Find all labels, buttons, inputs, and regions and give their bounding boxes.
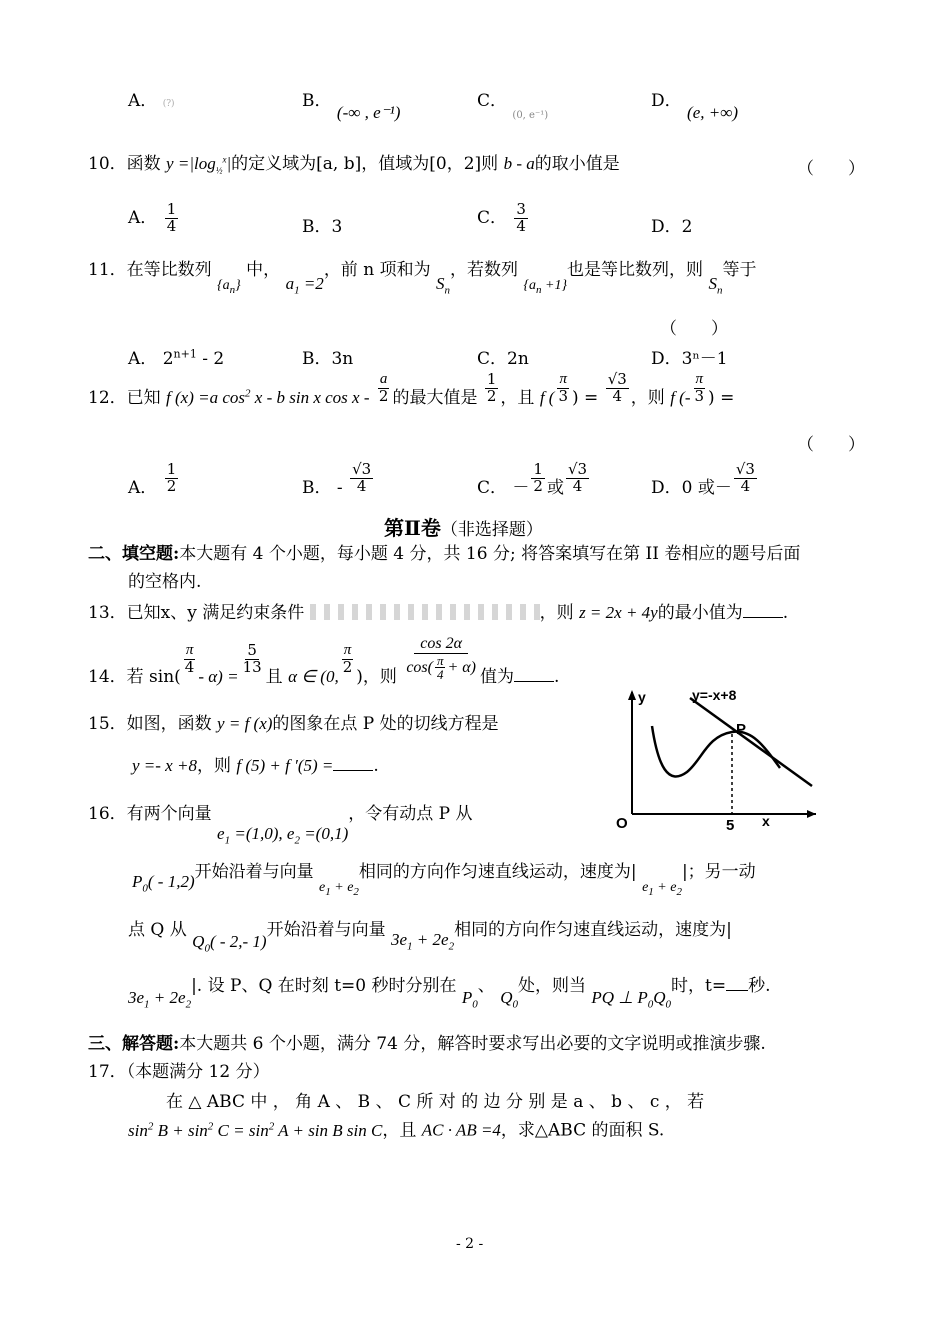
q9-option-c-label: C． bbox=[477, 91, 508, 111]
q12-option-c-or: 或 bbox=[546, 477, 564, 498]
q16-line4 bbox=[128, 976, 771, 1011]
function-curve bbox=[652, 726, 780, 776]
section2-title bbox=[384, 516, 543, 540]
q11-option-b: B．3n bbox=[302, 349, 354, 369]
q13-constraints-garbled bbox=[310, 604, 540, 620]
q14-5-over-13 bbox=[241, 640, 264, 676]
q12-option-d-num: √3 bbox=[735, 460, 755, 478]
section3-heading-label: 三、解答题: bbox=[88, 1034, 180, 1054]
q12-text3: ，且 bbox=[500, 387, 535, 408]
y-axis-arrow-icon bbox=[628, 690, 636, 700]
q12-neg-pi-over-3-den: 3 bbox=[694, 386, 705, 405]
q12-option-b bbox=[302, 460, 375, 498]
q12-option-d bbox=[651, 460, 759, 498]
q12-a-over-2-den: 2 bbox=[378, 386, 389, 405]
section2-heading-label: 二、填空题: bbox=[88, 544, 180, 564]
q12-option-b-fraction bbox=[350, 462, 373, 495]
q16-text11: 处，则当 bbox=[517, 976, 586, 996]
q14-minus-alpha: - α) = bbox=[198, 666, 239, 686]
q11-option-d: D．3ⁿ－1 bbox=[651, 349, 728, 369]
q9-option-a bbox=[128, 86, 175, 111]
q9-option-b-value: (-∞ , e⁻¹) bbox=[336, 103, 401, 122]
q16-3e1-plus-2e2: $3e_1 + 2e_2$ bbox=[391, 930, 455, 953]
q12-text1: 已知 bbox=[126, 387, 161, 408]
q12-option-a-den: 2 bbox=[166, 476, 177, 495]
q10-function: $y =|\log_{\frac{1}{2}}^x|$ bbox=[166, 154, 232, 176]
q12-a-over-2 bbox=[377, 372, 391, 405]
q16-line2 bbox=[132, 862, 756, 898]
q10-option-c-den: 4 bbox=[516, 216, 526, 235]
q16-text5: |；另一动 bbox=[681, 862, 756, 882]
q9-option-b bbox=[302, 86, 401, 122]
q11-sn: $S_n$ bbox=[435, 274, 450, 297]
q10-number: 10． bbox=[88, 154, 127, 174]
section2-heading-text: 本大题有 4 个小题，每小题 4 分，共 16 分; 将答案填写在第 II 卷相应的题号后面 bbox=[179, 544, 801, 564]
q9-option-a-label: A． bbox=[128, 91, 158, 111]
q14-alpha-in: α ∈ (0, bbox=[288, 666, 339, 686]
q17-sin-equation: $\sin^2 B + \sin^2 C = \sin^2 A + \sin B$ sin C bbox=[128, 1120, 383, 1140]
q11-text3: ，前 n 项和为 bbox=[323, 260, 431, 280]
q16-text4: 相同的方向作匀速直线运动，速度为| bbox=[358, 862, 637, 882]
q10-option-a bbox=[128, 202, 180, 235]
q11-answer-paren: （ ） bbox=[660, 319, 728, 339]
graph-y-label: y bbox=[638, 689, 646, 705]
q9-option-c bbox=[477, 86, 549, 121]
q12-option-b-label: B． bbox=[302, 477, 332, 498]
q12-text4: ，则 bbox=[630, 387, 665, 408]
tangent-line bbox=[690, 698, 812, 786]
q14-pi-over-2-den: 2 bbox=[342, 657, 353, 676]
q9-option-d bbox=[651, 86, 739, 122]
q16-speed-expr: $3e_1 + 2e_2$ bbox=[128, 988, 192, 1011]
q10-option-d: D．2 bbox=[651, 217, 693, 237]
q12-option-b-den: 4 bbox=[356, 476, 367, 495]
graph-origin-label: O bbox=[616, 815, 628, 832]
q12-option-c-frac2-num: √3 bbox=[567, 460, 588, 478]
q16-text6: 点 Q 从 bbox=[128, 920, 187, 940]
q12-sqrt3-over-4-den: 4 bbox=[612, 386, 623, 405]
q15-expression: f (5) + f ′(5) = bbox=[236, 756, 334, 775]
q14-close: ) bbox=[356, 666, 363, 687]
q16-text12: 时，t= bbox=[671, 976, 727, 996]
q12-option-a-label: A． bbox=[128, 477, 158, 498]
q12-option-d-den: 4 bbox=[740, 476, 751, 495]
q15-answer-blank[interactable] bbox=[333, 756, 373, 771]
q10-text2: 的定义域为[a, b]，值域为[0，2]则 bbox=[231, 154, 499, 174]
q16-e1-plus-e2: e1 + e2 bbox=[319, 880, 359, 898]
q12-pi-over-3-num: π bbox=[559, 371, 567, 387]
q12-option-b-num: √3 bbox=[352, 460, 372, 478]
section3-heading-text: 本大题共 6 个小题，满分 74 分，解答时要求写出必要的文字说明或推演步骤. bbox=[179, 1034, 766, 1054]
q16-text8: 相同的方向作匀速直线运动，速度为| bbox=[454, 920, 732, 940]
q12-equals: ) = bbox=[572, 387, 599, 408]
q12-option-c-frac1-den: 2 bbox=[533, 476, 543, 495]
q10-text1: 函数 bbox=[126, 154, 161, 174]
q11-option-a-label: A． bbox=[128, 349, 158, 369]
q16-e1-plus-e2-speed: e1 + e2 bbox=[642, 880, 682, 898]
q12-option-b-minus: - bbox=[336, 477, 343, 498]
q16-text3: 开始沿着与向量 bbox=[194, 862, 314, 882]
q12-sqrt3-over-4-num: √3 bbox=[607, 370, 627, 388]
q15-function: y = f (x) bbox=[217, 714, 273, 733]
q12-option-c-label: C． bbox=[477, 477, 508, 498]
q12-option-c bbox=[477, 460, 591, 498]
q11-text2: 中， bbox=[246, 260, 281, 280]
q10-option-a-label: A． bbox=[128, 207, 158, 228]
q14-pi-over-2 bbox=[341, 643, 355, 676]
q14-5-over-13-num: 5 bbox=[247, 640, 257, 659]
q17-line1: 在 △ ABC 中 ， 角 A 、 B 、 C 所 对 的 边 分 别 是 a 、 b 、 c ， 若 bbox=[166, 1092, 705, 1112]
q16-p0: $P_0( - 1,2)$ bbox=[132, 872, 195, 895]
q9-option-c-value: (0, e⁻¹) bbox=[512, 110, 549, 121]
q9-option-b-label: B． bbox=[302, 91, 332, 111]
q12-a-over-2-num: a bbox=[379, 371, 388, 387]
q13-text1: 已知x、y 满足约束条件 bbox=[126, 603, 305, 623]
q12-sqrt3-over-4 bbox=[606, 372, 629, 405]
q11-option-a-expr: $2^{n+1} - 2$ bbox=[162, 347, 225, 369]
q14-number: 14． bbox=[88, 666, 127, 687]
q10-stem bbox=[88, 154, 620, 176]
q12-half-num: 1 bbox=[486, 370, 497, 388]
section2-subtitle: （非选择题） bbox=[440, 520, 543, 540]
q16-number: 16． bbox=[88, 804, 127, 824]
q15-number: 15． bbox=[88, 714, 127, 734]
q16-pq-perp: PQ ⊥ $P_0Q_0$ bbox=[591, 988, 672, 1011]
q12-option-c-frac1-num: 1 bbox=[533, 460, 543, 478]
q12-half-den: 2 bbox=[486, 386, 497, 405]
q10-text3: 的取小值是 bbox=[534, 154, 620, 174]
q10-option-a-den: 4 bbox=[166, 216, 177, 235]
q16-p0-sym: $P_0$ bbox=[461, 988, 478, 1011]
q16-text13: 秒. bbox=[748, 976, 771, 996]
q17-number: 17． bbox=[88, 1062, 127, 1082]
q12-f-pi3: f ( bbox=[539, 387, 555, 407]
q15-tangent: y =- x +8 bbox=[132, 756, 197, 775]
q12-option-d-fraction bbox=[734, 462, 757, 495]
q14-answer-blank[interactable] bbox=[514, 667, 554, 682]
q12-option-a-num: 1 bbox=[166, 460, 177, 478]
q13-number: 13． bbox=[88, 603, 127, 623]
x-axis-arrow-icon bbox=[807, 810, 816, 818]
q14-text4: 值为 bbox=[480, 666, 515, 687]
q14-5-over-13-den: 13 bbox=[242, 657, 262, 676]
q11-number: 11． bbox=[88, 260, 127, 280]
q12-answer-paren: （ ） bbox=[797, 435, 865, 455]
q10-b-minus-a: b - a bbox=[503, 154, 535, 173]
q17-header bbox=[88, 1062, 270, 1082]
q11-a1: $a_1 =2$ bbox=[285, 274, 324, 297]
q13-objective: z = 2x + 4y bbox=[579, 603, 658, 622]
q12-option-d-label: D．0 或－ bbox=[651, 477, 732, 498]
q14-sin: sin( bbox=[149, 666, 181, 687]
q17-dot-product: AC · AB =4 bbox=[421, 1120, 501, 1140]
q10-option-a-num: 1 bbox=[166, 200, 177, 218]
q16-answer-blank[interactable] bbox=[726, 976, 748, 991]
q12-option-a-fraction bbox=[165, 462, 179, 495]
section2-heading-text2: 的空格内. bbox=[128, 572, 202, 592]
q12-option-c-frac2-den: 4 bbox=[572, 476, 583, 495]
q16-text1: 有两个向量 bbox=[126, 804, 212, 824]
q12-option-a bbox=[128, 460, 180, 498]
q16-q0: $Q_0( - 2,-$ 1) bbox=[192, 932, 267, 955]
q14-big-fraction bbox=[404, 636, 478, 682]
q9-option-a-garbled: (?) bbox=[162, 99, 175, 109]
q10-option-c-label: C． bbox=[477, 207, 508, 228]
q12-pi-over-3-den: 3 bbox=[558, 386, 568, 405]
q14-text2: 且 bbox=[265, 666, 283, 687]
q11-stem bbox=[88, 260, 757, 297]
graph-tangent-label: y=-x+8 bbox=[692, 687, 737, 703]
q9-option-d-value: (e, +∞) bbox=[687, 103, 739, 122]
q12-f-neg-pi3: f (- bbox=[670, 387, 691, 407]
q12-option-c-minus: － bbox=[512, 477, 530, 498]
q12-option-c-frac1 bbox=[531, 462, 545, 495]
q17-text2: ，且 bbox=[382, 1120, 417, 1141]
q12-neg-pi-over-3 bbox=[693, 372, 707, 405]
q16-line3 bbox=[128, 920, 732, 955]
q14-pi-over-4 bbox=[183, 643, 197, 676]
q14-stem bbox=[88, 635, 560, 687]
q11-sequence-an-plus-1: {an +1} bbox=[523, 278, 568, 296]
q16-text7: 开始沿着与向量 bbox=[266, 920, 386, 940]
graph-x-label: x bbox=[762, 813, 770, 829]
q11-text1: 在等比数列 bbox=[126, 260, 212, 280]
q17-line2 bbox=[128, 1120, 664, 1141]
q16-q0-sym: $Q_0$ bbox=[500, 988, 518, 1011]
q12-pi-over-3 bbox=[556, 372, 570, 405]
q11-sn-2: $S_n$ bbox=[708, 274, 723, 297]
q14-text1: 若 bbox=[126, 666, 144, 687]
q14-inner-frac-num: π bbox=[436, 652, 444, 668]
q16-text9: |. 设 P、Q 在时刻 t=0 秒时分别在 bbox=[191, 976, 457, 996]
q16-vectors: $e_1 =(1,0)$, $e_2 =(0,1)$ bbox=[217, 824, 349, 847]
q14-pi-over-4-den: 4 bbox=[184, 657, 195, 676]
q14-period: . bbox=[554, 666, 560, 687]
q12-option-c-frac2 bbox=[566, 462, 589, 495]
q10-option-c-fraction bbox=[514, 202, 528, 235]
section2-heading bbox=[88, 544, 800, 564]
q14-inner-frac bbox=[435, 654, 446, 682]
q17-score: （本题满分 12 分） bbox=[126, 1062, 270, 1082]
q12-neg-pi-over-3-num: π bbox=[695, 371, 704, 387]
q16-text2: ，令有动点 P 从 bbox=[348, 804, 473, 824]
q12-equals-2: ) = bbox=[708, 387, 735, 408]
q15-text1: 如图，函数 bbox=[126, 714, 212, 734]
q16-text10: 、 bbox=[477, 976, 495, 996]
q13-answer-blank[interactable] bbox=[743, 603, 783, 618]
graph-point-p: P bbox=[736, 721, 747, 738]
q17-text3: ，求△ABC 的面积 S. bbox=[500, 1120, 665, 1141]
q15-text3: ，则 bbox=[196, 756, 231, 776]
q13-stem: 13．已知x、y 满足约束条件 ，则 z = 2x + 4y的最小值为 . bbox=[88, 603, 789, 623]
q12-text2: 的最大值是 bbox=[392, 387, 478, 408]
q14-text3: ，则 bbox=[362, 666, 397, 687]
q11-text5: 也是等比数列，则 bbox=[567, 260, 704, 280]
q11-text6: 等于 bbox=[722, 260, 757, 280]
q16-line1 bbox=[88, 804, 473, 847]
q12-half bbox=[485, 372, 499, 405]
q10-option-b: B．3 bbox=[302, 217, 343, 237]
section2-title-main: 第Ⅱ卷 bbox=[384, 516, 441, 540]
graph-tick-5: 5 bbox=[726, 817, 735, 834]
q11-option-a bbox=[128, 344, 224, 369]
q14-pi-over-2-num: π bbox=[343, 641, 352, 658]
q10-answer-paren: （ ） bbox=[797, 159, 865, 179]
q9-option-d-label: D． bbox=[651, 91, 682, 111]
q12-stem bbox=[88, 370, 735, 408]
q12-function: f (x) =a $\cos^2 x$ - b sin x cos x - bbox=[166, 387, 370, 407]
q13-text2: ，则 bbox=[539, 603, 574, 623]
q10-option-c-num: 3 bbox=[516, 200, 526, 218]
q15-text2: 的图象在点 P 处的切线方程是 bbox=[272, 714, 499, 734]
q14-inner-frac-den: 4 bbox=[436, 667, 444, 683]
q15-line2: y =- x +8，则 f (5) + f ′(5) = . bbox=[132, 756, 379, 776]
section3-heading bbox=[88, 1034, 766, 1054]
q10-option-a-fraction bbox=[165, 202, 179, 235]
q12-number: 12． bbox=[88, 387, 127, 408]
q14-big-fraction-num: cos 2α bbox=[414, 636, 468, 654]
q15-stem bbox=[88, 714, 499, 734]
page-number: - 2 - bbox=[456, 1236, 484, 1252]
q11-option-c: C．2n bbox=[477, 349, 529, 369]
q15-graph bbox=[602, 686, 822, 834]
q14-pi-over-4-num: π bbox=[185, 641, 194, 658]
q11-sequence-an: {an} bbox=[217, 278, 241, 296]
q14-big-fraction-den: cos( $\frac{\pi}{4}$ + α) bbox=[406, 652, 477, 683]
q13-text3: 的最小值为 bbox=[657, 603, 743, 623]
q10-option-c bbox=[477, 202, 530, 235]
q11-text4: ，若数列 bbox=[449, 260, 518, 280]
